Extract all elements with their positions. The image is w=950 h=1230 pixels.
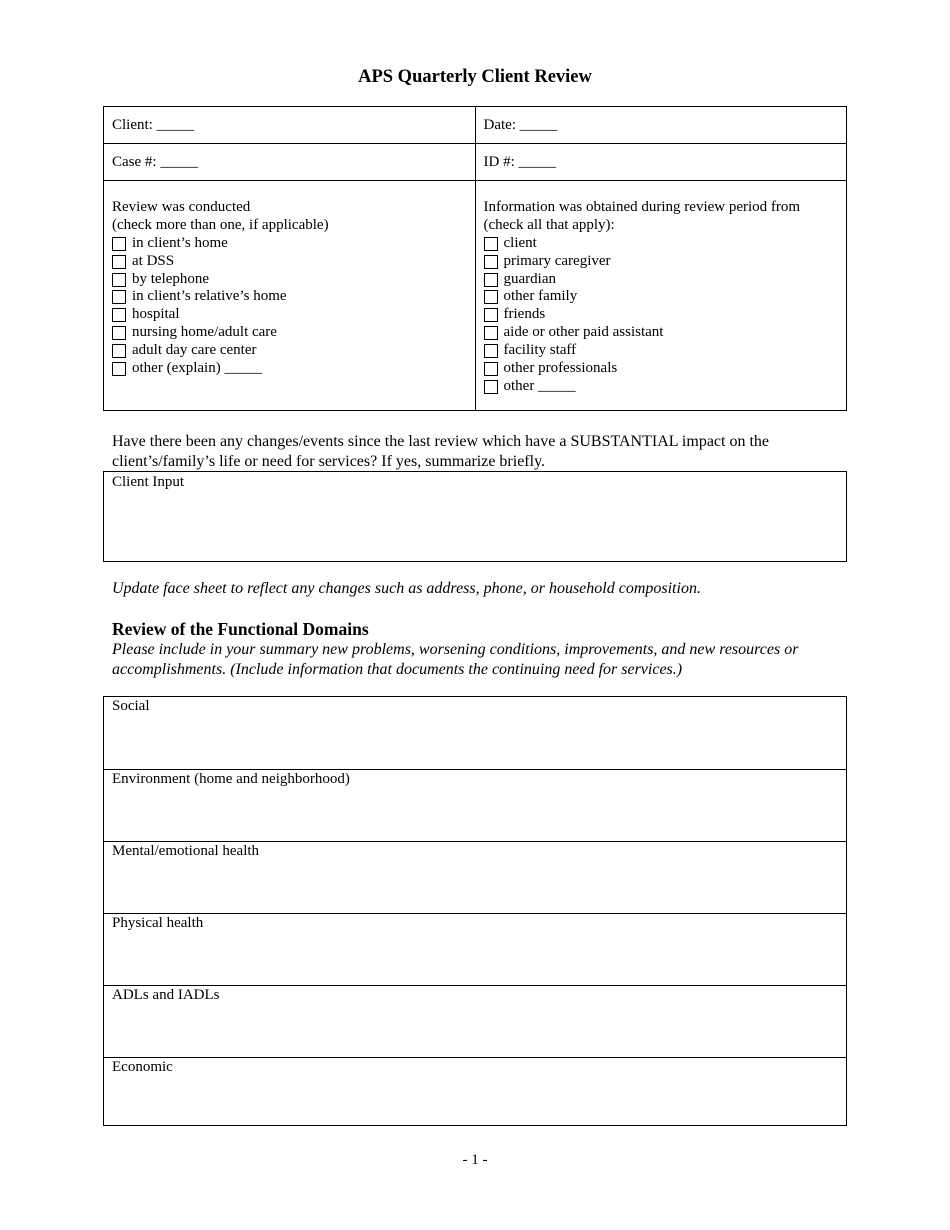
checkbox[interactable] [484, 344, 498, 358]
checkbox-option[interactable]: in client’s relative’s home [112, 288, 467, 306]
checkbox[interactable] [484, 308, 498, 322]
checkbox-option[interactable]: in client’s home [112, 235, 467, 253]
checkbox[interactable] [112, 362, 126, 376]
checkbox[interactable] [484, 237, 498, 251]
checkbox-option[interactable]: other professionals [484, 360, 839, 378]
checkbox[interactable] [484, 290, 498, 304]
checkbox-option[interactable]: nursing home/adult care [112, 324, 467, 342]
case-number-field[interactable]: Case #: _____ [104, 144, 476, 181]
checkbox[interactable] [112, 326, 126, 340]
client-field[interactable]: Client: _____ [104, 107, 476, 144]
info-sources-options [484, 235, 839, 396]
checkbox[interactable] [112, 237, 126, 251]
page-number: - 1 - [462, 1152, 488, 1168]
client-input-label: Client Input [112, 474, 185, 490]
checkbox-option[interactable]: other _____ [484, 378, 839, 396]
checkbox-option[interactable]: by telephone [112, 271, 467, 289]
domains-heading: Review of the Functional Domains [112, 619, 369, 639]
id-number-field[interactable]: ID #: _____ [475, 144, 847, 181]
update-note: Update face sheet to reflect any changes such as address, phone, or household composition. [112, 580, 701, 597]
checkbox[interactable] [484, 326, 498, 340]
checkbox-option[interactable]: other family [484, 288, 839, 306]
info-sources-heading: Information was obtained during review period from [483, 199, 801, 215]
date-field[interactable]: Date: _____ [475, 107, 847, 144]
info-sources-cell [475, 181, 847, 411]
checkbox-option[interactable]: guardian [484, 271, 839, 289]
checkbox-option[interactable]: other (explain) _____ [112, 360, 467, 378]
checkbox[interactable] [112, 308, 126, 322]
checkbox[interactable] [112, 290, 126, 304]
checkbox-option[interactable]: aide or other paid assistant [484, 324, 839, 342]
review-location-heading: Review was conducted [112, 199, 251, 215]
domain-mental-health[interactable]: Mental/emotional health [104, 841, 846, 914]
functional-domains-box [103, 696, 847, 1126]
domains-intro: Please include in your summary new problems, worsening conditions, improvements, and new resources or accomplishments. (Include information that documents the continuing need for services.) [112, 641, 799, 678]
checkbox-option[interactable]: adult day care center [112, 342, 467, 360]
checkbox[interactable] [112, 344, 126, 358]
checkbox[interactable] [484, 255, 498, 269]
domain-social[interactable]: Social [112, 698, 150, 714]
checkbox-option[interactable]: primary caregiver [484, 253, 839, 271]
review-location-options [112, 235, 467, 378]
checkbox[interactable] [112, 255, 126, 269]
checkbox-option[interactable]: hospital [112, 306, 467, 324]
domain-environment[interactable]: Environment (home and neighborhood) [104, 769, 846, 842]
checkbox-option[interactable]: facility staff [484, 342, 839, 360]
page-title: APS Quarterly Client Review [358, 67, 592, 87]
info-sources-subheading: (check all that apply): [483, 216, 615, 233]
domain-physical-health[interactable]: Physical health [104, 913, 846, 986]
domain-economic[interactable]: Economic [104, 1057, 846, 1126]
client-input-box[interactable] [103, 471, 847, 562]
checkbox[interactable] [484, 380, 498, 394]
changes-question: Have there been any changes/events since the last review which have a SUBSTANTIAL impact on the client’s/family’s life or need for services? If yes, summarize briefly. [112, 433, 770, 470]
checkbox[interactable] [112, 273, 126, 287]
review-location-cell [104, 181, 476, 411]
checkbox-option[interactable]: at DSS [112, 253, 467, 271]
checkbox-option[interactable]: friends [484, 306, 839, 324]
domain-adls-iadls[interactable]: ADLs and IADLs [104, 985, 846, 1058]
checkbox[interactable] [484, 362, 498, 376]
checkbox[interactable] [484, 273, 498, 287]
checkbox-option[interactable]: client [484, 235, 839, 253]
header-fields-table [103, 106, 847, 411]
review-location-subheading: (check more than one, if applicable) [112, 216, 329, 233]
